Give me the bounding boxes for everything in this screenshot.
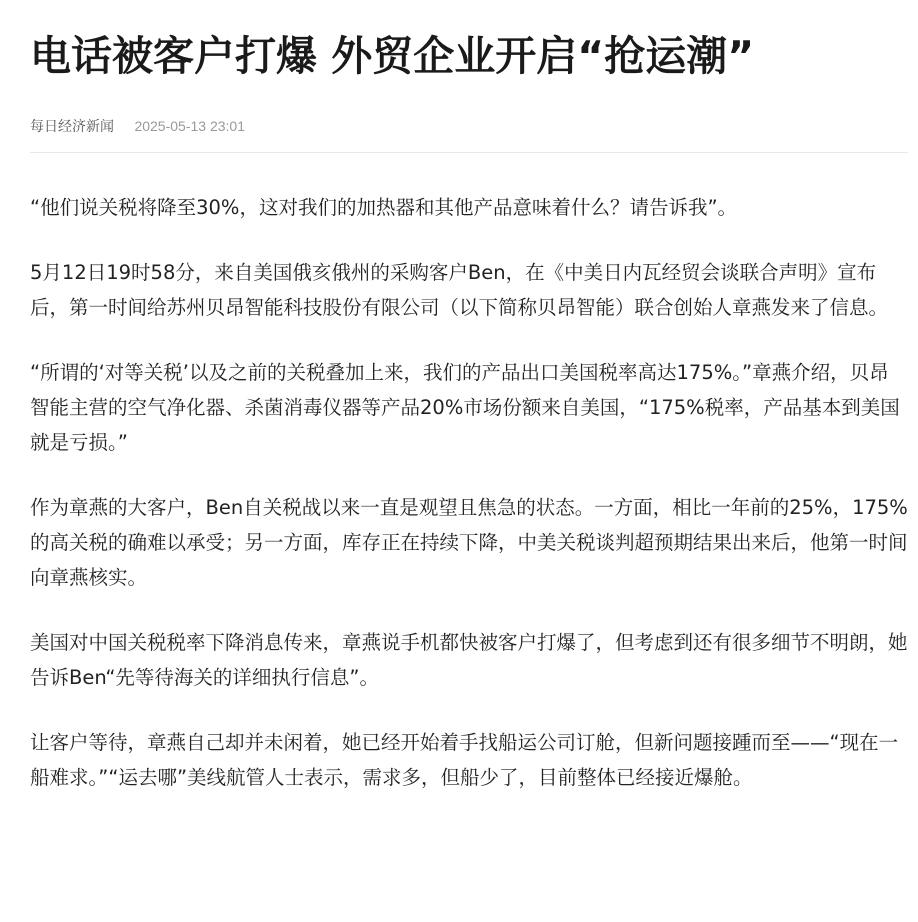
article-paragraph: 5月12日19时58分，来自美国俄亥俄州的采购客户Ben，在《中美日内瓦经贸会谈联合声明》宣布后，第一时间给苏州贝昂智能科技股份有限公司（以下简称贝昂智能）联合创始人章燕发来了信息。 — [30, 261, 889, 319]
article-timestamp: 2025-05-13 23:01 — [134, 118, 245, 134]
article-body — [30, 190, 908, 795]
meta-divider — [30, 152, 908, 153]
article — [30, 0, 908, 825]
article-source[interactable]: 每日经济新闻 — [30, 119, 114, 135]
article-paragraph: 让客户等待，章燕自己却并未闲着，她已经开始着手找船运公司订舱，但新问题接踵而至——“现在一船难求。”“运去哪”美线航管人士表示，需求多，但船少了，目前整体已经接近爆舱。 — [30, 731, 899, 789]
article-paragraph: “所谓的‘对等关税’以及之前的关税叠加上来，我们的产品出口美国税率高达175%。”章燕介绍，贝昂智能主营的空气净化器、杀菌消毒仪器等产品20%市场份额来自美国，“175%税率，产品基本到美国就是亏损。” — [30, 361, 900, 454]
article-title: 电话被客户打爆 外贸企业开启“抢运潮” — [30, 32, 755, 80]
article-paragraph: 美国对中国关税税率下降消息传来，章燕说手机都快被客户打爆了，但考虑到还有很多细节不明朗，她告诉Ben“先等待海关的详细执行信息”。 — [30, 631, 908, 689]
article-meta — [30, 114, 908, 138]
article-paragraph: 作为章燕的大客户，Ben自关税战以来一直是观望且焦急的状态。一方面，相比一年前的25%，175%的高关税的确难以承受；另一方面，库存正在持续下降，中美关税谈判超预期结果出来后，他第一时间向章燕核实。 — [30, 496, 908, 589]
article-paragraph: “他们说关税将降至30%，这对我们的加热器和其他产品意味着什么？请告诉我”。 — [30, 196, 738, 219]
